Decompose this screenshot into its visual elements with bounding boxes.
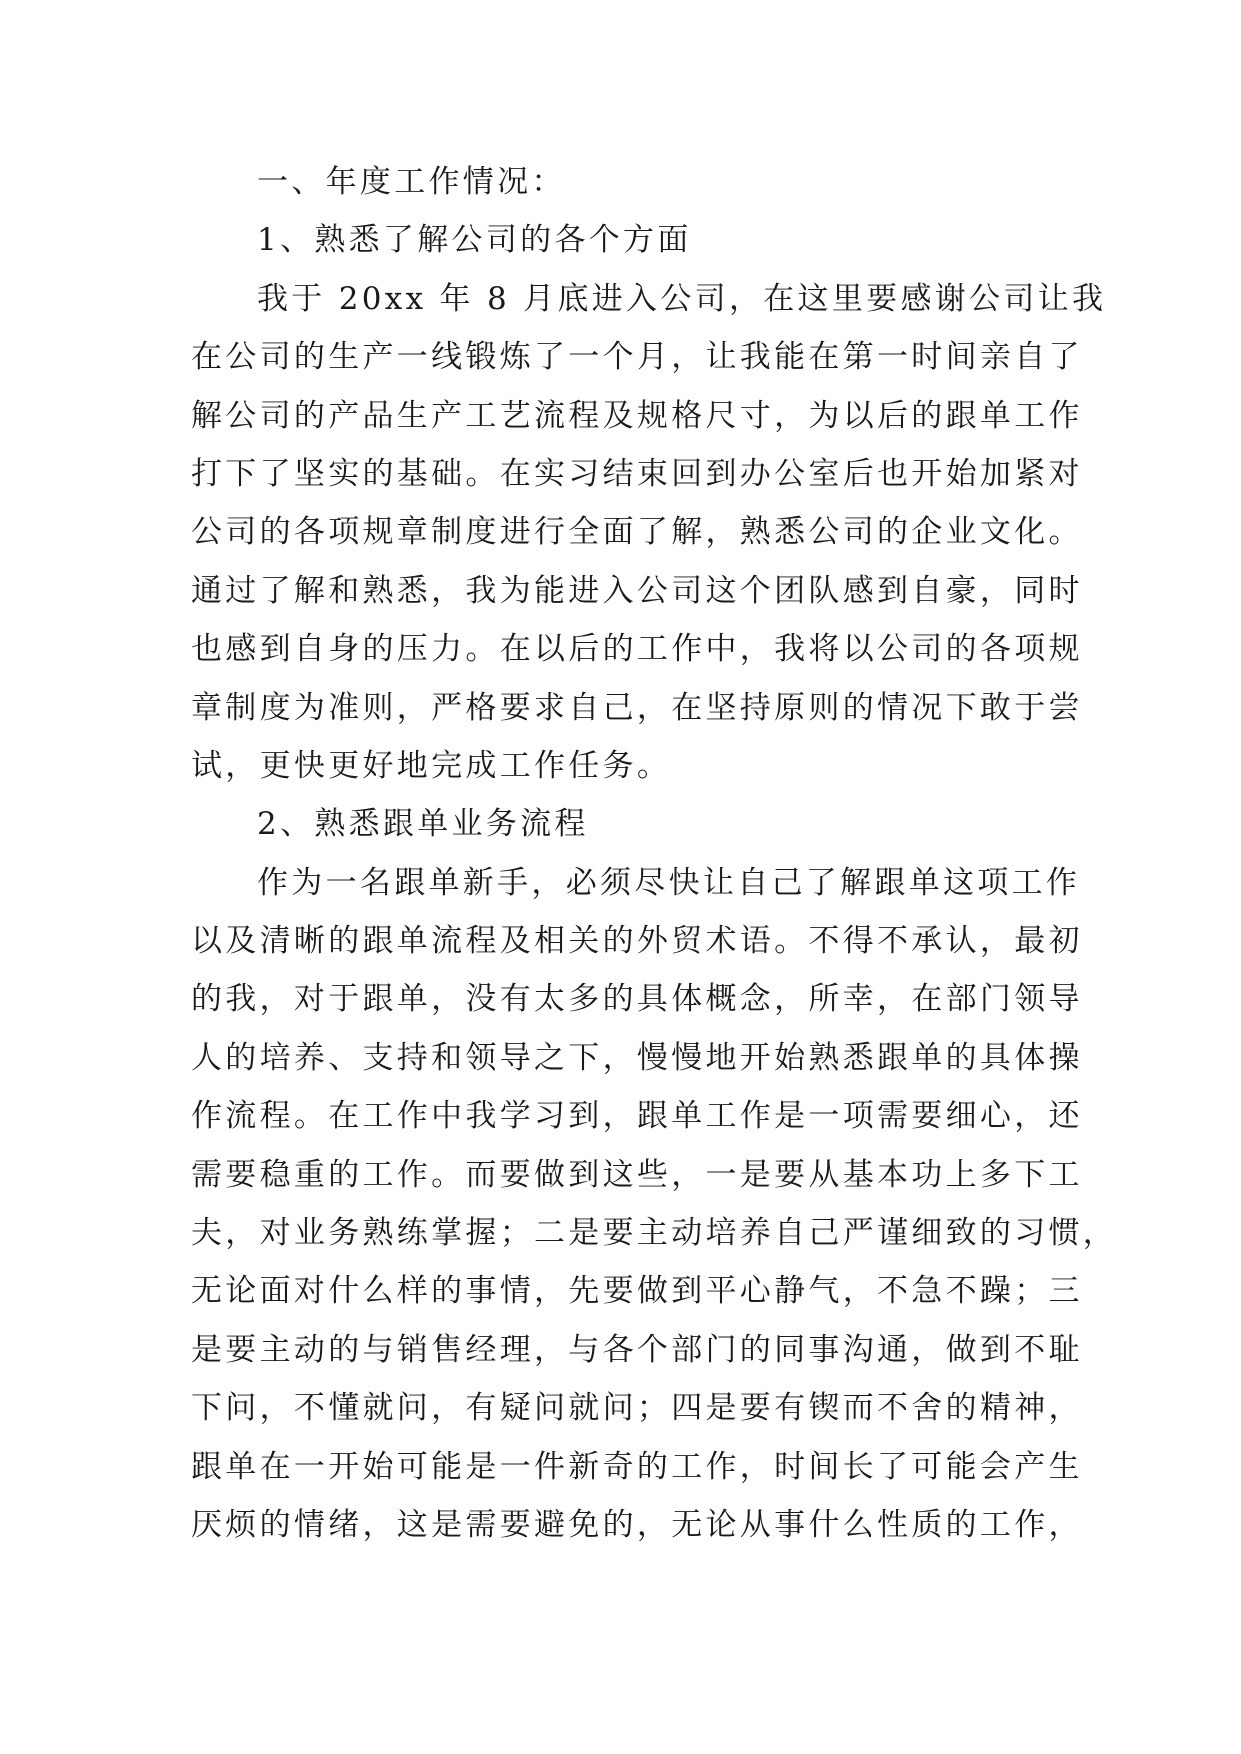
paragraph-line: 夫，对业务熟练掌握；二是要主动培养自己严谨细致的习惯， [191,1215,1118,1252]
paragraph-line: 我于 20xx 年 8 月底进入公司，在这里要感谢公司让我 [257,280,1107,317]
paragraph-line: 也感到自身的压力。在以后的工作中，我将以公司的各项规 [191,631,1083,668]
paragraph-line: 需要稳重的工作。而要做到这些，一是要从基本功上多下工 [191,1156,1083,1193]
section-heading: 一、年度工作情况： [257,164,566,200]
paragraph-line: 作流程。在工作中我学习到，跟单工作是一项需要细心，还 [191,1098,1083,1135]
paragraph-line: 解公司的产品生产工艺流程及规格尺寸，为以后的跟单工作 [191,397,1083,434]
paragraph-line: 公司的各项规章制度进行全面了解，熟悉公司的企业文化。 [191,514,1083,551]
paragraph-line: 章制度为准则，严格要求自己，在坚持原则的情况下敢于尝 [191,689,1083,726]
paragraph-line: 试，更快更好地完成工作任务。 [191,747,672,784]
paragraph-line: 打下了坚实的基础。在实习结束回到办公室后也开始加紧对 [191,455,1083,492]
paragraph-line: 在公司的生产一线锻炼了一个月，让我能在第一时间亲自了 [191,339,1083,376]
paragraph-line: 的我，对于跟单，没有太多的具体概念，所幸，在部门领导 [191,981,1083,1018]
paragraph-line: 无论面对什么样的事情，先要做到平心静气，不急不躁；三 [191,1273,1083,1310]
subsection-heading: 1、熟悉了解公司的各个方面 [257,222,692,259]
document-body [191,153,1118,1554]
paragraph-line: 厌烦的情绪，这是需要避免的，无论从事什么性质的工作， [191,1506,1083,1543]
paragraph-line: 作为一名跟单新手，必须尽快让自己了解跟单这项工作 [257,864,1081,901]
paragraph-line: 人的培养、支持和领导之下，慢慢地开始熟悉跟单的具体操 [191,1039,1083,1076]
paragraph-line: 通过了解和熟悉，我为能进入公司这个团队感到自豪，同时 [191,572,1083,609]
paragraph-line: 跟单在一开始可能是一件新奇的工作，时间长了可能会产生 [191,1448,1083,1485]
subsection-heading: 2、熟悉跟单业务流程 [257,806,589,843]
paragraph-line: 下问，不懂就问，有疑问就问；四是要有锲而不舍的精神， [191,1390,1083,1427]
paragraph-line: 是要主动的与销售经理，与各个部门的同事沟通，做到不耻 [191,1331,1083,1368]
paragraph-line: 以及清晰的跟单流程及相关的外贸术语。不得不承认，最初 [191,923,1083,960]
